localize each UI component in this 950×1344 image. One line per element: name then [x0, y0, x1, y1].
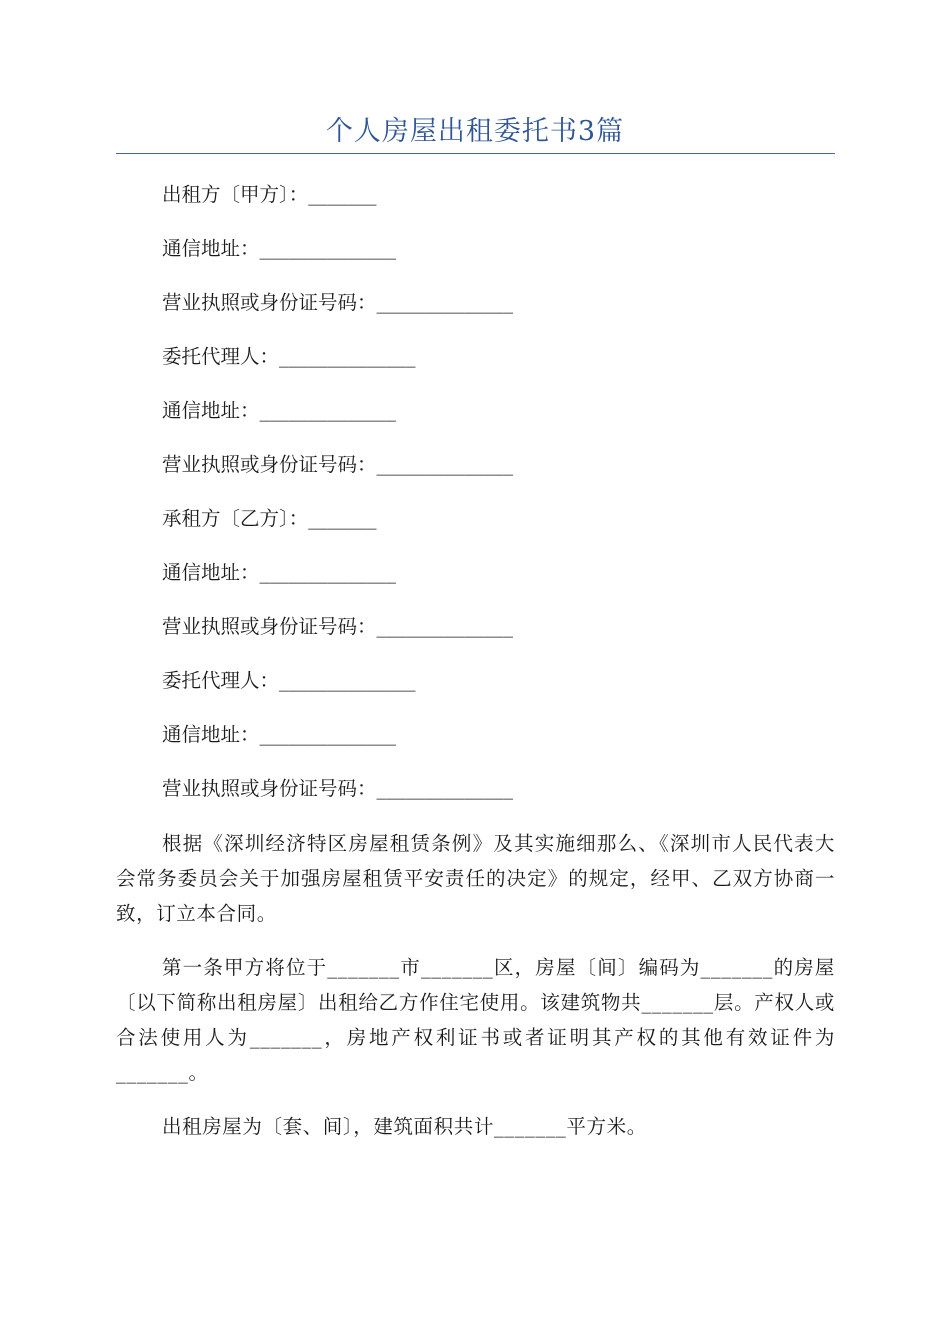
field-lessor-agent-id: 营业执照或身份证号码：______________: [162, 453, 514, 476]
field-lessee-id: 营业执照或身份证号码：______________: [162, 615, 514, 638]
body-text: [116, 826, 835, 1163]
field-lessor-agent-address: 通信地址：______________: [162, 399, 397, 422]
field-lessee-agent-id: 营业执照或身份证号码：______________: [162, 777, 514, 800]
field-lessor-address: 通信地址：______________: [162, 237, 397, 260]
paragraph-article-1: 第一条甲方将位于_______市_______区，房屋〔间〕编码为_______的房屋〔以下简称出租房屋〕出租给乙方作住宅使用。该建筑物共_______层。产权人或合法使用人为_______，房地产权利证书或者证明其产权的其他有效证件为_______。: [116, 956, 835, 1084]
field-lessee: 承租方〔乙方〕：_______: [162, 507, 377, 530]
field-lessee-address: 通信地址：______________: [162, 561, 397, 584]
field-lessor: 出租方〔甲方〕：_______: [162, 183, 377, 206]
field-lessee-agent: 委托代理人：______________: [162, 669, 416, 692]
paragraph-area: 出租房屋为〔套、间〕，建筑面积共计_______平方米。: [162, 1115, 647, 1138]
field-lessor-agent: 委托代理人：______________: [162, 345, 416, 368]
paragraph-basis: 根据《深圳经济特区房屋租赁条例》及其实施细那么、《深圳市人民代表大会常务委员会关于加强房屋租赁平安责任的决定》的规定，经甲、乙双方协商一致，订立本合同。: [116, 832, 835, 925]
field-lessee-agent-address: 通信地址：______________: [162, 723, 397, 746]
title-underline: [116, 153, 835, 154]
field-lessor-id: 营业执照或身份证号码：______________: [162, 291, 514, 314]
document-title: 个人房屋出租委托书3篇: [325, 116, 625, 147]
